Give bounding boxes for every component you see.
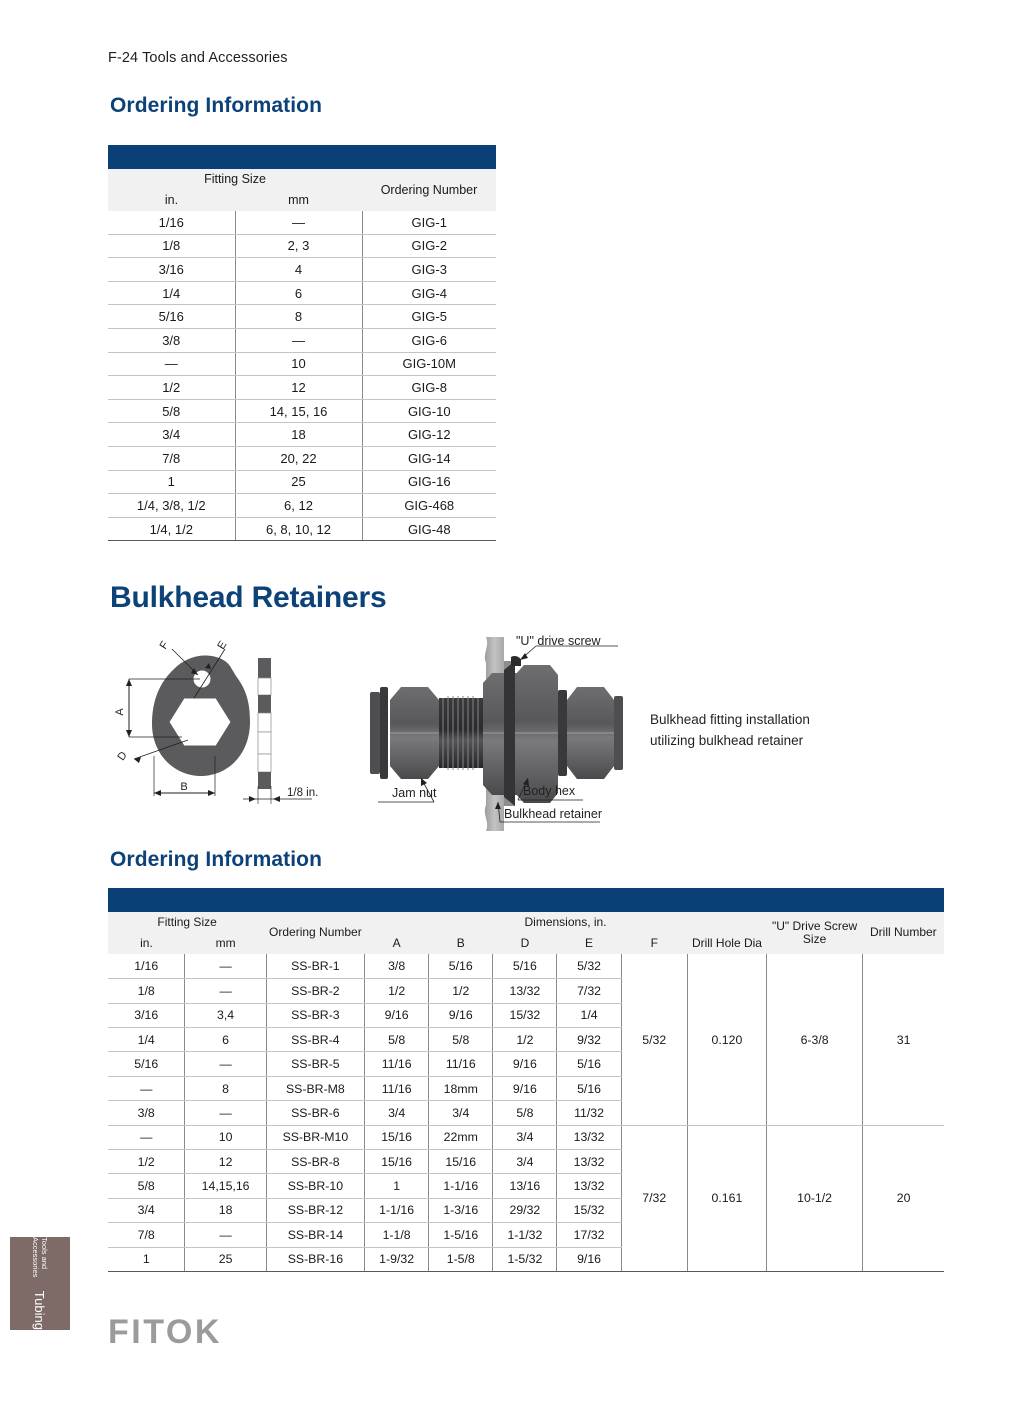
cell-dim-d: 9/16 bbox=[493, 1052, 557, 1076]
label-b: B bbox=[180, 781, 188, 793]
dim-b-arrow-left bbox=[154, 790, 161, 796]
table-row bbox=[108, 258, 496, 282]
table-row bbox=[108, 470, 496, 494]
cell-fitting-size-mm: 25 bbox=[235, 470, 362, 494]
cell-fitting-size-in: 3/16 bbox=[108, 258, 235, 282]
cell-dim-a: 15/16 bbox=[365, 1125, 429, 1149]
label-f: F bbox=[157, 639, 172, 652]
cell-fitting-size-in: 3/4 bbox=[108, 423, 235, 447]
cell-u-drive-screw-size: 6-3/8 bbox=[767, 954, 863, 1125]
cell-ordering-number: GIG-468 bbox=[362, 494, 496, 518]
cell-ordering-number: SS-BR-1 bbox=[266, 954, 364, 978]
cell-drill-hole-dia: 0.161 bbox=[687, 1125, 766, 1271]
header-dim-b: B bbox=[429, 933, 493, 954]
cell-fitting-size-mm: 8 bbox=[185, 1076, 266, 1100]
header-drill-number: Drill Number bbox=[863, 912, 944, 954]
cell-dim-a: 1-1/16 bbox=[365, 1198, 429, 1222]
cell-ordering-number: GIG-2 bbox=[362, 234, 496, 258]
label-e: E bbox=[215, 639, 230, 652]
cell-dim-b: 1-5/16 bbox=[429, 1223, 493, 1247]
cell-ordering-number: GIG-12 bbox=[362, 423, 496, 447]
cell-dim-f: 7/32 bbox=[621, 1125, 687, 1271]
edge-view-strip bbox=[258, 658, 271, 789]
thickness-arrow-left bbox=[249, 796, 256, 802]
cell-fitting-size-mm: 20, 22 bbox=[235, 447, 362, 471]
cell-ordering-number: GIG-1 bbox=[362, 211, 496, 235]
cell-dim-d: 5/16 bbox=[493, 954, 557, 978]
cell-fitting-size-mm: 12 bbox=[235, 376, 362, 400]
cell-fitting-size-in: 1/8 bbox=[108, 979, 185, 1003]
retainer-profile-svg bbox=[112, 636, 344, 816]
threaded-shank bbox=[439, 696, 483, 770]
cell-dim-b: 5/16 bbox=[429, 954, 493, 978]
cell-ordering-number: SS-BR-8 bbox=[266, 1150, 364, 1174]
table-row bbox=[108, 352, 496, 376]
label-body-hex: Body hex bbox=[523, 784, 576, 798]
cell-dim-e: 1/4 bbox=[557, 1003, 621, 1027]
cell-dim-d: 1-1/32 bbox=[493, 1223, 557, 1247]
cell-dim-b: 1/2 bbox=[429, 979, 493, 1003]
figure-retainer-profile bbox=[112, 636, 344, 821]
u-drive-screw-part bbox=[511, 656, 521, 666]
cell-dim-d: 3/4 bbox=[493, 1150, 557, 1174]
cell-fitting-size-in: 3/8 bbox=[108, 1101, 185, 1125]
cell-ordering-number: SS-BR-3 bbox=[266, 1003, 364, 1027]
cell-dim-d: 1/2 bbox=[493, 1028, 557, 1052]
table-row bbox=[108, 399, 496, 423]
cell-u-drive-screw-size: 10-1/2 bbox=[767, 1125, 863, 1271]
cell-fitting-size-in: 1/4 bbox=[108, 281, 235, 305]
header-fitting-size-2: Fitting Size bbox=[108, 912, 266, 933]
cell-dim-a: 5/8 bbox=[365, 1028, 429, 1052]
table-body-gig bbox=[108, 211, 496, 541]
cell-dim-e: 13/32 bbox=[557, 1150, 621, 1174]
cell-dim-a: 3/8 bbox=[365, 954, 429, 978]
cell-fitting-size-in: 1/16 bbox=[108, 211, 235, 235]
cell-dim-d: 1-5/32 bbox=[493, 1247, 557, 1271]
cell-fitting-size-mm: 10 bbox=[235, 352, 362, 376]
header-in: in. bbox=[108, 190, 235, 211]
cell-fitting-size-in: — bbox=[108, 1076, 185, 1100]
label-jam-nut: Jam nut bbox=[392, 786, 437, 800]
cell-ordering-number: SS-BR-M10 bbox=[266, 1125, 364, 1149]
cell-fitting-size-mm: 6, 8, 10, 12 bbox=[235, 517, 362, 541]
page-title-ordering-information-1: Ordering Information bbox=[110, 94, 322, 117]
cell-dim-a: 1-9/32 bbox=[365, 1247, 429, 1271]
cell-fitting-size-in: — bbox=[108, 352, 235, 376]
table-header-row-a bbox=[108, 912, 944, 933]
cell-fitting-size-in: 3/4 bbox=[108, 1198, 185, 1222]
cell-fitting-size-in: — bbox=[108, 1125, 185, 1149]
figure-bulkhead-assembly bbox=[368, 630, 628, 845]
header-dim-f: F bbox=[621, 933, 687, 954]
cell-fitting-size-in: 7/8 bbox=[108, 447, 235, 471]
cell-fitting-size-in: 1 bbox=[108, 470, 235, 494]
header-drill-hole-dia: Drill Hole Dia bbox=[687, 933, 766, 954]
cell-dim-e: 5/32 bbox=[557, 954, 621, 978]
cell-ordering-number: SS-BR-16 bbox=[266, 1247, 364, 1271]
table-row bbox=[108, 211, 496, 235]
cell-dim-b: 3/4 bbox=[429, 1101, 493, 1125]
cell-dim-b: 15/16 bbox=[429, 1150, 493, 1174]
body-hex-right bbox=[515, 665, 558, 803]
cell-fitting-size-in: 1 bbox=[108, 1247, 185, 1271]
header-fitting-size: Fitting Size bbox=[108, 169, 362, 190]
header-in-2: in. bbox=[108, 933, 185, 954]
cell-fitting-size-mm: 6 bbox=[235, 281, 362, 305]
figure-caption bbox=[650, 710, 810, 752]
cell-dim-a: 1-1/8 bbox=[365, 1223, 429, 1247]
cell-ordering-number: GIG-48 bbox=[362, 517, 496, 541]
cell-fitting-size-in: 1/4 bbox=[108, 1028, 185, 1052]
right-ferrule bbox=[614, 696, 623, 770]
cell-dim-b: 11/16 bbox=[429, 1052, 493, 1076]
cell-dim-b: 1-1/16 bbox=[429, 1174, 493, 1198]
cell-fitting-size-in: 5/16 bbox=[108, 1052, 185, 1076]
cell-ordering-number: SS-BR-5 bbox=[266, 1052, 364, 1076]
header-dim-d: D bbox=[493, 933, 557, 954]
cell-fitting-size-mm: 18 bbox=[235, 423, 362, 447]
cell-fitting-size-mm: 2, 3 bbox=[235, 234, 362, 258]
cell-dim-e: 11/32 bbox=[557, 1101, 621, 1125]
cell-fitting-size-in: 1/2 bbox=[108, 376, 235, 400]
cell-fitting-size-in: 3/16 bbox=[108, 1003, 185, 1027]
cell-fitting-size-mm: 14, 15, 16 bbox=[235, 399, 362, 423]
cell-fitting-size-mm: 10 bbox=[185, 1125, 266, 1149]
ordering-information-table-gig bbox=[108, 145, 496, 541]
cell-dim-d: 9/16 bbox=[493, 1076, 557, 1100]
cell-ordering-number: SS-BR-6 bbox=[266, 1101, 364, 1125]
cell-fitting-size-in: 3/8 bbox=[108, 329, 235, 353]
cell-ordering-number: GIG-3 bbox=[362, 258, 496, 282]
cell-ordering-number: SS-BR-M8 bbox=[266, 1076, 364, 1100]
side-tab-main-label: Tubing bbox=[32, 1290, 48, 1330]
table-row bbox=[108, 329, 496, 353]
cell-dim-a: 11/16 bbox=[365, 1076, 429, 1100]
cell-fitting-size-mm: 3,4 bbox=[185, 1003, 266, 1027]
header-mm: mm bbox=[235, 190, 362, 211]
table-body-bulkhead-retainers bbox=[108, 954, 944, 1271]
dim-a-arrow-top bbox=[126, 679, 132, 686]
table-header-bar bbox=[108, 145, 496, 169]
cell-dim-b: 22mm bbox=[429, 1125, 493, 1149]
table-row bbox=[108, 234, 496, 258]
cell-fitting-size-mm: 8 bbox=[235, 305, 362, 329]
cell-ordering-number: GIG-5 bbox=[362, 305, 496, 329]
cell-dim-e: 7/32 bbox=[557, 979, 621, 1003]
cell-fitting-size-mm: 12 bbox=[185, 1150, 266, 1174]
cell-dim-d: 5/8 bbox=[493, 1101, 557, 1125]
cell-ordering-number: GIG-10 bbox=[362, 399, 496, 423]
cell-fitting-size-in: 1/16 bbox=[108, 954, 185, 978]
table-row bbox=[108, 494, 496, 518]
cell-dim-e: 15/32 bbox=[557, 1198, 621, 1222]
cell-dim-e: 13/32 bbox=[557, 1174, 621, 1198]
cell-fitting-size-mm: 6 bbox=[185, 1028, 266, 1052]
cell-dim-a: 3/4 bbox=[365, 1101, 429, 1125]
cell-dim-a: 11/16 bbox=[365, 1052, 429, 1076]
cell-fitting-size-mm: — bbox=[235, 211, 362, 235]
label-a: A bbox=[114, 708, 126, 716]
cell-ordering-number: GIG-4 bbox=[362, 281, 496, 305]
header-u-drive-screw-size: "U" Drive Screw Size bbox=[767, 912, 863, 954]
label-u-drive-screw: "U" drive screw bbox=[516, 634, 601, 648]
table-row bbox=[108, 447, 496, 471]
cell-fitting-size-in: 1/4, 1/2 bbox=[108, 517, 235, 541]
cell-fitting-size-in: 5/8 bbox=[108, 399, 235, 423]
table-header-bar-2 bbox=[108, 888, 944, 912]
side-tab-sub-label: Tools and Accessories bbox=[31, 1237, 49, 1278]
cell-ordering-number: GIG-10M bbox=[362, 352, 496, 376]
section-title-bulkhead-retainers: Bulkhead Retainers bbox=[110, 581, 387, 614]
left-ferrule bbox=[370, 692, 380, 774]
header-dim-e: E bbox=[557, 933, 621, 954]
cell-dim-e: 13/32 bbox=[557, 1125, 621, 1149]
caption-line-2: utilizing bulkhead retainer bbox=[650, 732, 804, 748]
cell-dim-f: 5/32 bbox=[621, 954, 687, 1125]
cell-ordering-number: SS-BR-14 bbox=[266, 1223, 364, 1247]
right-collar bbox=[558, 690, 567, 776]
cell-fitting-size-mm: — bbox=[235, 329, 362, 353]
cell-fitting-size-mm: — bbox=[185, 1052, 266, 1076]
table-row bbox=[108, 954, 944, 978]
header-dim-a: A bbox=[365, 933, 429, 954]
cell-dim-a: 9/16 bbox=[365, 1003, 429, 1027]
cell-drill-number: 20 bbox=[863, 1125, 944, 1271]
cell-dim-d: 13/16 bbox=[493, 1174, 557, 1198]
cell-ordering-number: SS-BR-10 bbox=[266, 1174, 364, 1198]
cell-fitting-size-mm: — bbox=[185, 979, 266, 1003]
fitok-logo: FITOK bbox=[108, 1313, 222, 1351]
cell-fitting-size-in: 7/8 bbox=[108, 1223, 185, 1247]
cell-fitting-size-mm: 6, 12 bbox=[235, 494, 362, 518]
cell-ordering-number: GIG-6 bbox=[362, 329, 496, 353]
cell-dim-d: 3/4 bbox=[493, 1125, 557, 1149]
table-row bbox=[108, 517, 496, 541]
cell-dim-e: 9/16 bbox=[557, 1247, 621, 1271]
cell-fitting-size-in: 5/8 bbox=[108, 1174, 185, 1198]
cell-fitting-size-mm: 18 bbox=[185, 1198, 266, 1222]
cell-dim-a: 15/16 bbox=[365, 1150, 429, 1174]
dim-a-arrow-bottom bbox=[126, 730, 132, 737]
page-title-ordering-information-2: Ordering Information bbox=[110, 848, 322, 871]
header-ordering-number: Ordering Number bbox=[362, 169, 496, 211]
cell-fitting-size-in: 1/4, 3/8, 1/2 bbox=[108, 494, 235, 518]
cell-dim-e: 5/16 bbox=[557, 1052, 621, 1076]
label-bulkhead-retainer: Bulkhead retainer bbox=[504, 807, 602, 821]
cell-fitting-size-in: 5/16 bbox=[108, 305, 235, 329]
cell-fitting-size-mm: 25 bbox=[185, 1247, 266, 1271]
cell-fitting-size-in: 1/8 bbox=[108, 234, 235, 258]
table-row bbox=[108, 376, 496, 400]
cell-fitting-size-mm: 14,15,16 bbox=[185, 1174, 266, 1198]
cell-ordering-number: SS-BR-2 bbox=[266, 979, 364, 1003]
caption-line-1: Bulkhead fitting installation bbox=[650, 712, 810, 727]
cell-dim-b: 5/8 bbox=[429, 1028, 493, 1052]
cell-ordering-number: GIG-16 bbox=[362, 470, 496, 494]
cell-dim-b: 9/16 bbox=[429, 1003, 493, 1027]
cell-dim-e: 9/32 bbox=[557, 1028, 621, 1052]
cell-drill-number: 31 bbox=[863, 954, 944, 1125]
label-d: D bbox=[115, 749, 130, 763]
label-thickness: 1/8 in. bbox=[287, 787, 319, 799]
cell-fitting-size-mm: — bbox=[185, 954, 266, 978]
cell-dim-e: 5/16 bbox=[557, 1076, 621, 1100]
cell-ordering-number: SS-BR-12 bbox=[266, 1198, 364, 1222]
header-mm-2: mm bbox=[185, 933, 266, 954]
cell-dim-a: 1 bbox=[365, 1174, 429, 1198]
side-tab-tubing bbox=[10, 1237, 70, 1330]
table-row bbox=[108, 281, 496, 305]
thickness-arrow-right bbox=[273, 796, 280, 802]
cell-dim-e: 17/32 bbox=[557, 1223, 621, 1247]
cell-fitting-size-mm: — bbox=[185, 1101, 266, 1125]
table-header-row-1 bbox=[108, 169, 496, 190]
cell-dim-b: 1-5/8 bbox=[429, 1247, 493, 1271]
retainer-shade bbox=[504, 661, 515, 806]
dim-b-arrow-right bbox=[208, 790, 215, 796]
cell-fitting-size-in: 1/2 bbox=[108, 1150, 185, 1174]
left-collar bbox=[380, 687, 388, 779]
table-row bbox=[108, 305, 496, 329]
cell-ordering-number: GIG-8 bbox=[362, 376, 496, 400]
table-row bbox=[108, 1125, 944, 1149]
cell-ordering-number: SS-BR-4 bbox=[266, 1028, 364, 1052]
cell-dim-d: 29/32 bbox=[493, 1198, 557, 1222]
cell-ordering-number: GIG-14 bbox=[362, 447, 496, 471]
jam-nut-arrow bbox=[421, 778, 427, 786]
cell-drill-hole-dia: 0.120 bbox=[687, 954, 766, 1125]
table-row bbox=[108, 423, 496, 447]
header-ordering-number-2: Ordering Number bbox=[266, 912, 364, 954]
cell-fitting-size-mm: — bbox=[185, 1223, 266, 1247]
cell-dim-d: 15/32 bbox=[493, 1003, 557, 1027]
ordering-information-table-bulkhead-retainers bbox=[108, 888, 944, 1272]
cell-fitting-size-mm: 4 bbox=[235, 258, 362, 282]
cell-dim-d: 13/32 bbox=[493, 979, 557, 1003]
running-head: F-24 Tools and Accessories bbox=[108, 50, 288, 66]
cell-dim-a: 1/2 bbox=[365, 979, 429, 1003]
cell-dim-b: 1-3/16 bbox=[429, 1198, 493, 1222]
cell-dim-b: 18mm bbox=[429, 1076, 493, 1100]
header-dimensions: Dimensions, in. bbox=[365, 912, 767, 933]
